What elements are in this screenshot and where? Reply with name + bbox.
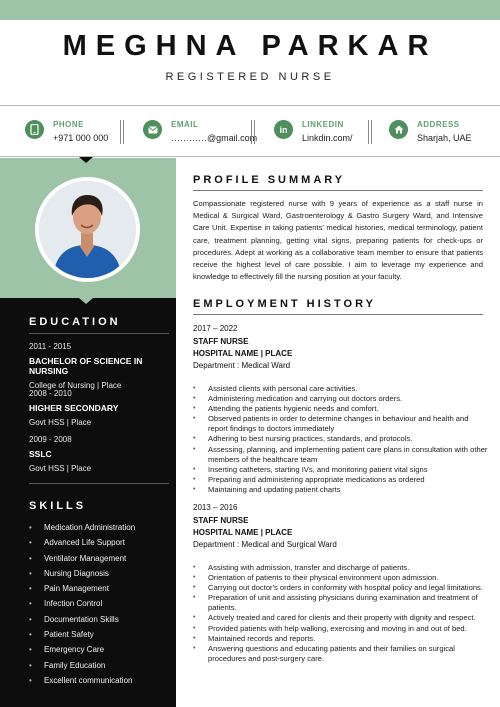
contact-label: EMAIL [171, 120, 199, 129]
duty-item: • Assessing, planning, and implementing patient care plans in consultation with other members of the healthcare team [193, 445, 488, 465]
divider [120, 120, 124, 144]
job-entry [193, 324, 488, 495]
profile-heading: PROFILE SUMMARY [193, 174, 346, 186]
skill-item: • Documentation Skills [29, 614, 174, 629]
linkedin-icon: in [274, 120, 293, 139]
skill-item: • Advanced Life Support [29, 537, 174, 552]
job-department: Department : Medical Ward [193, 361, 291, 370]
divider [29, 333, 169, 334]
home-icon [389, 120, 408, 139]
education-years: 2009 - 2008 [29, 435, 72, 444]
duty-item: • Observed patients in order to determine changes in behaviour and health and report findings to doctors immediately [193, 414, 488, 434]
education-institution: Govt HSS | Place [29, 418, 92, 427]
top-accent-bar [0, 0, 500, 20]
duty-item: • Assisted clients with personal care activities. [193, 384, 488, 394]
divider [29, 483, 169, 484]
job-role: STAFF NURSE [193, 516, 249, 525]
education-item [29, 389, 174, 427]
contact-label: LINKEDIN [302, 120, 344, 129]
job-duties [193, 563, 488, 664]
divider [251, 120, 255, 144]
contact-bar [0, 105, 500, 157]
notch-decoration [79, 298, 93, 304]
skill-item: • Nursing Diagnosis [29, 568, 174, 583]
job-years: 2017 – 2022 [193, 324, 238, 333]
education-degree: SSLC [29, 449, 52, 459]
duty-item: • Actively treated and cared for clients and their property with dignity and respect. [193, 613, 488, 623]
duty-item: • Maintained records and reports. [193, 634, 488, 644]
skill-item: • Pain Management [29, 583, 174, 598]
education-years: 2011 - 2015 [29, 342, 72, 351]
skill-item: • Excellent communication [29, 675, 174, 690]
divider [193, 190, 483, 191]
duty-item: • Preparing and administering appropriate medications as ordered [193, 475, 488, 485]
education-years: 2008 - 2010 [29, 389, 72, 398]
contact-value: Sharjah, UAE [417, 133, 472, 143]
duty-item: • Adhering to best nursing practices, standards, and protocols. [193, 434, 488, 444]
skills-heading: SKILLS [29, 500, 87, 512]
job-years: 2013 – 2016 [193, 503, 238, 512]
duty-item: • Provided patients with help walking, exercising and moving in and out of bed. [193, 624, 488, 634]
skill-item: • Medication Administration [29, 522, 174, 537]
contact-label: ADDRESS [417, 120, 460, 129]
education-heading: EDUCATION [29, 316, 121, 328]
duty-item: • Attending the patients hygienic needs and comfort. [193, 404, 488, 414]
duty-item: • Orientation of patients to their physical environment upon admission. [193, 573, 488, 583]
job-hospital: HOSPITAL NAME | PLACE [193, 349, 293, 358]
education-degree: HIGHER SECONDARY [29, 403, 119, 413]
job-department: Department : Medical and Surgical Ward [193, 540, 337, 549]
skill-item: • Emergency Care [29, 644, 174, 659]
profile-summary-text: Compassionate registered nurse with 9 years of experience as a staff nurse in Medical & Surgical Ward, Gastroenterology & Gastro Surgery Ward, and Intensive Care Unit. Expertise in taking patients' medical histories, medical terminology, patient care, treatment planning, getting vital signs, preparing patients for check-ups or procedures. Adept at working as a collaborative team member to ensure that patients receive the highest level of care possible. I aim to leverage my experience and knowledge to effectively fill the nursing position at your faculty. [193, 199, 483, 282]
contact-value[interactable]: +971 000 000 [53, 133, 109, 143]
job-hospital: HOSPITAL NAME | PLACE [193, 528, 293, 537]
divider [193, 314, 483, 315]
duty-item: • Answering questions and educating patients and their families on surgical procedures and post-surgery care. [193, 644, 488, 664]
employment-heading: EMPLOYMENT HISTORY [193, 298, 376, 310]
skill-item: • Ventilator Management [29, 553, 174, 568]
duty-item: • Maintaining and updating patient charts [193, 485, 488, 495]
duty-item: • Assisting with admission, transfer and discharge of patients. [193, 563, 488, 573]
contact-value[interactable]: …………@gmail.com [171, 133, 258, 143]
skill-item: • Infection Control [29, 598, 174, 613]
contact-value[interactable]: Linkdin.com/ [302, 133, 353, 143]
email-icon [143, 120, 162, 139]
job-entry [193, 503, 488, 664]
duty-item: • Inserting catheters, starting IVs, and monitoring patient vital signs [193, 465, 488, 475]
skill-item: • Family Education [29, 660, 174, 675]
contact-label: PHONE [53, 120, 84, 129]
phone-icon [25, 120, 44, 139]
education-degree: BACHELOR OF SCIENCE IN NURSING [29, 356, 143, 376]
job-role: STAFF NURSE [193, 337, 249, 346]
duty-item: • Preparation of unit and assisting physicians during examination and treatment of patients. [193, 593, 488, 613]
notch-decoration [79, 157, 93, 163]
job-duties [193, 384, 488, 495]
skill-item: • Patient Safety [29, 629, 174, 644]
duty-item: • Carrying out doctor's orders in conformity with hospital policy and legal limitations. [193, 583, 488, 593]
skills-list [29, 522, 174, 690]
divider [368, 120, 372, 144]
education-item [29, 435, 174, 473]
profile-photo [35, 177, 140, 282]
education-item [29, 342, 174, 390]
candidate-name: MEGHNA PARKAR [62, 30, 438, 62]
education-institution: Govt HSS | Place [29, 464, 92, 473]
education-institution: College of Nursing | Place [29, 381, 122, 390]
duty-item: • Administering medication and carrying out doctors orders. [193, 394, 488, 404]
candidate-title: REGISTERED NURSE [165, 71, 335, 83]
